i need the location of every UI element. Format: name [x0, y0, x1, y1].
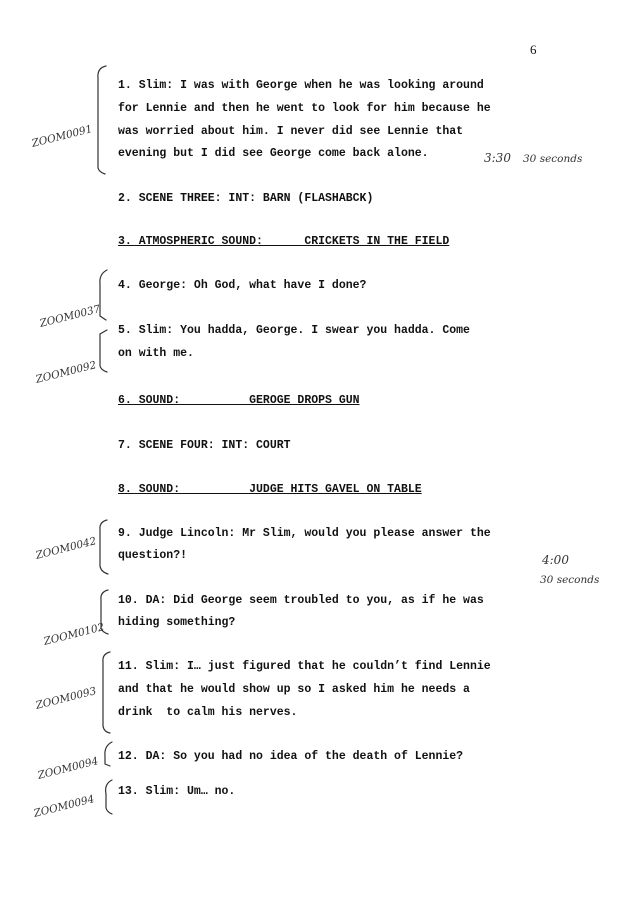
- handwritten-time-note: 4:00: [542, 553, 569, 567]
- script-line: 5. Slim: You hadda, George. I swear you hadda. Come: [118, 324, 470, 337]
- script-line: 6. SOUND: GEROGE DROPS GUN: [118, 394, 360, 407]
- script-line: 8. SOUND: JUDGE HITS GAVEL ON TABLE: [118, 483, 422, 496]
- script-line: for Lennie and then he went to look for him because he: [118, 102, 491, 115]
- handwritten-zoom-note: ZOOM0102: [42, 621, 106, 648]
- bracket-3: [100, 330, 107, 372]
- script-line: 12. DA: So you had no idea of the death of Lennie?: [118, 750, 464, 763]
- script-line: 10. DA: Did George seem troubled to you, as if he was: [118, 594, 484, 607]
- script-line: 3. ATMOSPHERIC SOUND: CRICKETS IN THE FIELD: [118, 235, 450, 248]
- script-line: 7. SCENE FOUR: INT: COURT: [118, 439, 291, 452]
- handwritten-zoom-note: ZOOM0094: [36, 755, 100, 782]
- bracket-8: [106, 780, 112, 814]
- bracket-1: [98, 66, 106, 174]
- handwritten-duration-note: 30 seconds: [540, 574, 600, 586]
- script-line: 2. SCENE THREE: INT: BARN (FLASHABCK): [118, 192, 374, 205]
- script-line: 1. Slim: I was with George when he was looking around: [118, 79, 484, 92]
- handwritten-zoom-note: ZOOM0092: [34, 359, 98, 386]
- script-line: 9. Judge Lincoln: Mr Slim, would you please answer the: [118, 527, 491, 540]
- script-line: 13. Slim: Um… no.: [118, 785, 236, 798]
- page-number: 6: [530, 42, 537, 57]
- handwritten-zoom-note: ZOOM0042: [34, 535, 98, 562]
- bracket-6: [103, 652, 110, 733]
- handwritten-zoom-note: ZOOM0094: [32, 793, 96, 820]
- script-line: on with me.: [118, 347, 194, 360]
- handwritten-zoom-note: ZOOM0037: [38, 303, 102, 330]
- handwritten-zoom-note: ZOOM0091: [30, 123, 94, 150]
- handwritten-duration-note: 30 seconds: [523, 153, 583, 165]
- script-line: 4. George: Oh God, what have I done?: [118, 279, 367, 292]
- script-line: hiding something?: [118, 616, 236, 629]
- bracket-7: [105, 742, 112, 766]
- script-line: was worried about him. I never did see Lennie that: [118, 125, 464, 138]
- script-line: question?!: [118, 549, 188, 562]
- script-line: drink to calm his nerves.: [118, 706, 298, 719]
- handwritten-time-note: 3:30: [484, 151, 511, 165]
- bracket-4: [100, 520, 108, 574]
- script-line: evening but I did see George come back alone.: [118, 147, 429, 160]
- script-line: 11. Slim: I… just figured that he couldn’t find Lennie: [118, 660, 491, 673]
- script-line: and that he would show up so I asked him he needs a: [118, 683, 470, 696]
- handwritten-zoom-note: ZOOM0093: [34, 685, 98, 712]
